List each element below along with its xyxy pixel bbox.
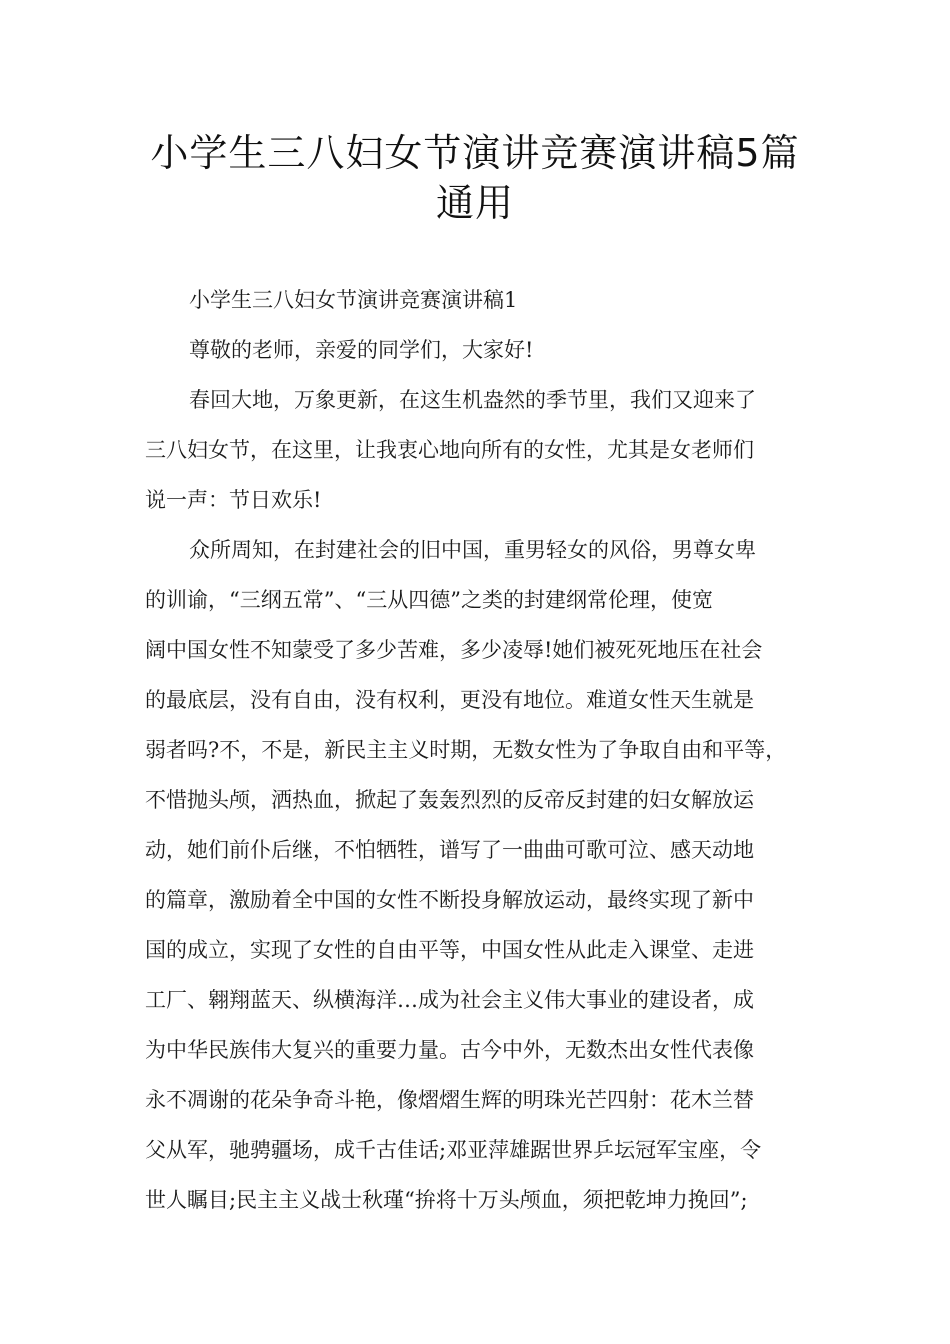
salutation: 尊敬的老师，亲爱的同学们，大家好! <box>189 338 534 362</box>
paragraph-line: 弱者吗?不，不是，新民主主义时期，无数女性为了争取自由和平等， <box>145 738 787 762</box>
paragraph-line: 众所周知，在封建社会的旧中国，重男轻女的风俗，男尊女卑 <box>189 538 756 562</box>
paragraph-line: 国的成立，实现了女性的自由平等，中国女性从此走入课堂、走进 <box>145 938 754 962</box>
title-line-1: 小学生三八妇女节演讲竞赛演讲稿5篇 <box>150 131 800 175</box>
paragraph-line: 不惜抛头颅，洒热血，掀起了轰轰烈烈的反帝反封建的妇女解放运 <box>145 788 754 812</box>
paragraph-line: 动，她们前仆后继，不怕牺牲，谱写了一曲曲可歌可泣、感天动地 <box>145 838 754 862</box>
paragraph-line: 说一声：节日欢乐! <box>145 488 322 512</box>
paragraph-line: 世人瞩目;民主主义战士秋瑾“拚将十万头颅血，须把乾坤力挽回”; <box>145 1188 748 1212</box>
paragraph-line: 的最底层，没有自由，没有权利，更没有地位。难道女性天生就是 <box>145 688 754 712</box>
paragraph-line: 永不凋谢的花朵争奇斗艳，像熠熠生辉的明珠光芒四射：花木兰替 <box>145 1088 754 1112</box>
document-title <box>120 128 830 228</box>
paragraph-line: 的篇章，激励着全中国的女性不断投身解放运动，最终实现了新中 <box>145 888 754 912</box>
document-body <box>145 275 825 1225</box>
section-heading: 小学生三八妇女节演讲竞赛演讲稿1 <box>189 288 518 312</box>
paragraph-line: 春回大地，万象更新，在这生机盎然的季节里，我们又迎来了 <box>189 388 756 412</box>
paragraph-line: 为中华民族伟大复兴的重要力量。古今中外，无数杰出女性代表像 <box>145 1038 754 1062</box>
paragraph-line: 阔中国女性不知蒙受了多少苦难，多少凌辱!她们被死死地压在社会 <box>145 638 763 662</box>
paragraph-line: 父从军，驰骋疆场，成千古佳话;邓亚萍雄踞世界乒坛冠军宝座，令 <box>145 1138 762 1162</box>
paragraph-line: 工厂、翱翔蓝天、纵横海洋…成为社会主义伟大事业的建设者，成 <box>145 988 754 1012</box>
paragraph-line: 的训谕，“三纲五常”、“三从四德”之类的封建纲常伦理，使宽 <box>145 588 713 612</box>
paragraph-line: 三八妇女节，在这里，让我衷心地向所有的女性，尤其是女老师们 <box>145 438 754 462</box>
title-line-2: 通用 <box>435 181 514 225</box>
